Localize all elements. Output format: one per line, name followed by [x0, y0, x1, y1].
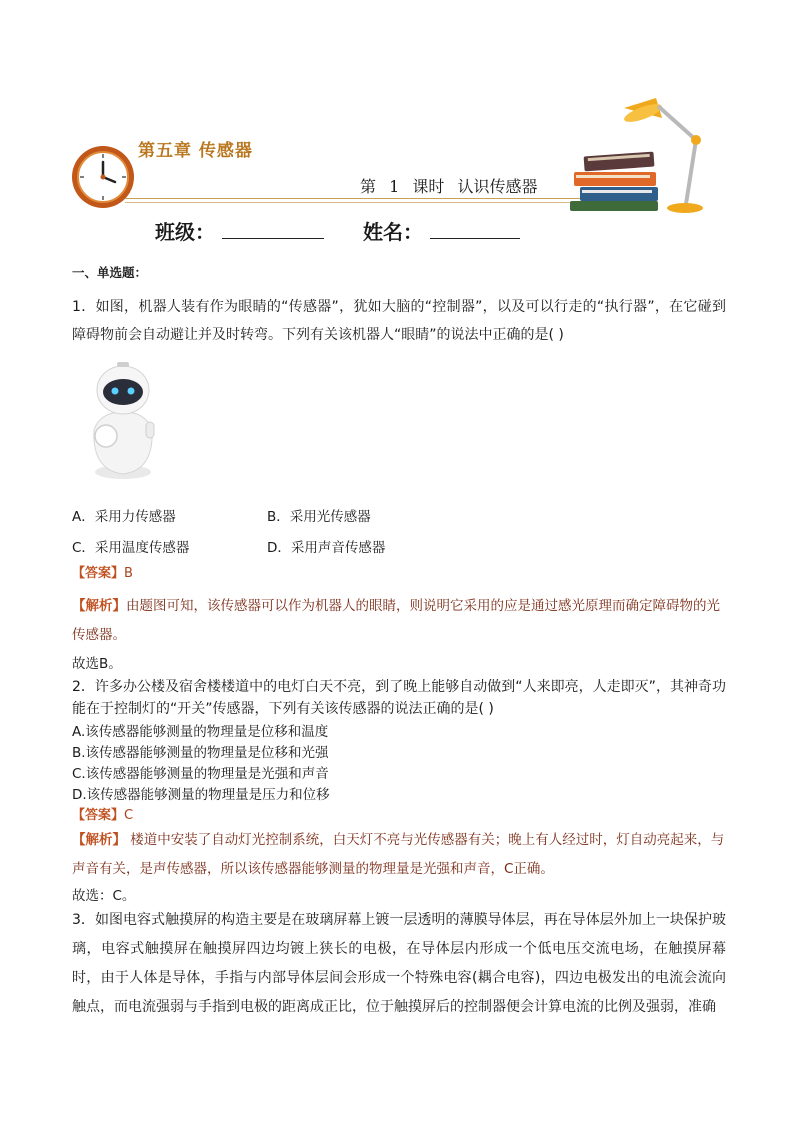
question-1-option-d[interactable]: D．采用声音传感器 [267, 540, 386, 556]
books-lamp-illustration [566, 92, 716, 216]
analysis-text: 楼道中安装了自动灯光控制系统，白天灯不亮与光传感器有关；晚上有人经过时，灯自动亮起来，与声音有关，是声传感器，所以该传感器能够测量的物理量是光强和声音，C正确。 [72, 832, 725, 877]
answer-value: B [124, 566, 133, 581]
question-1-conclusion: 故选B。 [72, 656, 122, 672]
robot-illustration [86, 360, 160, 482]
analysis-text: 由题图可知，该传感器可以作为机器人的眼睛，则说明它采用的应是通过感光原理而确定障碍物的光传感器。 [72, 598, 720, 643]
header-rule-thin [125, 202, 585, 203]
analysis-label: 【解析】 [72, 832, 126, 848]
lesson-title: 第 1 课时 认识传感器 [360, 177, 538, 196]
question-1-text: 1．如图，机器人装有作为眼睛的“传感器”，犹如大脑的“控制器”，以及可以行走的“执行器”，在它碰到障碍物前会自动避让并及时转弯。下列有关该机器人“眼睛”的说法中正确的是( ) [72, 299, 726, 343]
answer-label: 【答案】 [72, 808, 125, 823]
question-3-text: 3．如图电容式触摸屏的构造主要是在玻璃屏幕上镀一层透明的薄膜导体层，再在导体层外加上一块保护玻璃，电容式触摸屏在触摸屏四边均镀上狭长的电极，在导体层内形成一个低电压交流电场，在触摸屏幕时，由于人体是导体，手指与内部导体层间会形成一个特殊电容(耦合电容)，四边电极发出的电流会流向触点，而电流强弱与手指到电极的距离成正比，位于触摸屏后的控制器便会计算电流的比例及强弱，准确 [72, 912, 726, 1015]
answer-value: C [124, 808, 134, 823]
chapter-title: 第五章 传感器 [138, 141, 253, 161]
class-label: 班级： [155, 220, 215, 244]
header-rule [125, 198, 585, 199]
question-1-option-a[interactable]: A．采用力传感器 [72, 509, 176, 525]
name-label: 姓名： [363, 220, 423, 244]
answer-label: 【答案】 [72, 566, 125, 581]
question-2-analysis [72, 826, 726, 884]
name-input-line[interactable] [430, 238, 520, 239]
question-2-conclusion: 故选：C。 [72, 888, 136, 904]
question-2-option-c[interactable]: C.该传感器能够测量的物理量是光强和声音 [72, 766, 329, 782]
question-1-analysis [72, 592, 726, 650]
question-1-option-b[interactable]: B．采用光传感器 [267, 509, 371, 525]
question-1-answer [72, 562, 133, 581]
clock-icon [70, 144, 136, 210]
question-2-option-d[interactable]: D.该传感器能够测量的物理量是压力和位移 [72, 787, 330, 803]
section-heading: 一、单选题： [72, 265, 148, 280]
question-2-text: 2．许多办公楼及宿舍楼楼道中的电灯白天不亮，到了晚上能够自动做到“人来即亮，人走即灭”，其神奇功能在于控制灯的“开关”传感器，下列有关该传感器的说法正确的是( ) [72, 679, 726, 717]
question-2-option-a[interactable]: A.该传感器能够测量的物理量是位移和温度 [72, 724, 329, 740]
question-1-option-c[interactable]: C．采用温度传感器 [72, 540, 190, 556]
question-2-option-b[interactable]: B.该传感器能够测量的物理量是位移和光强 [72, 745, 329, 761]
analysis-label: 【解析】 [72, 598, 126, 614]
question-2-answer [72, 804, 133, 823]
class-input-line[interactable] [222, 238, 324, 239]
